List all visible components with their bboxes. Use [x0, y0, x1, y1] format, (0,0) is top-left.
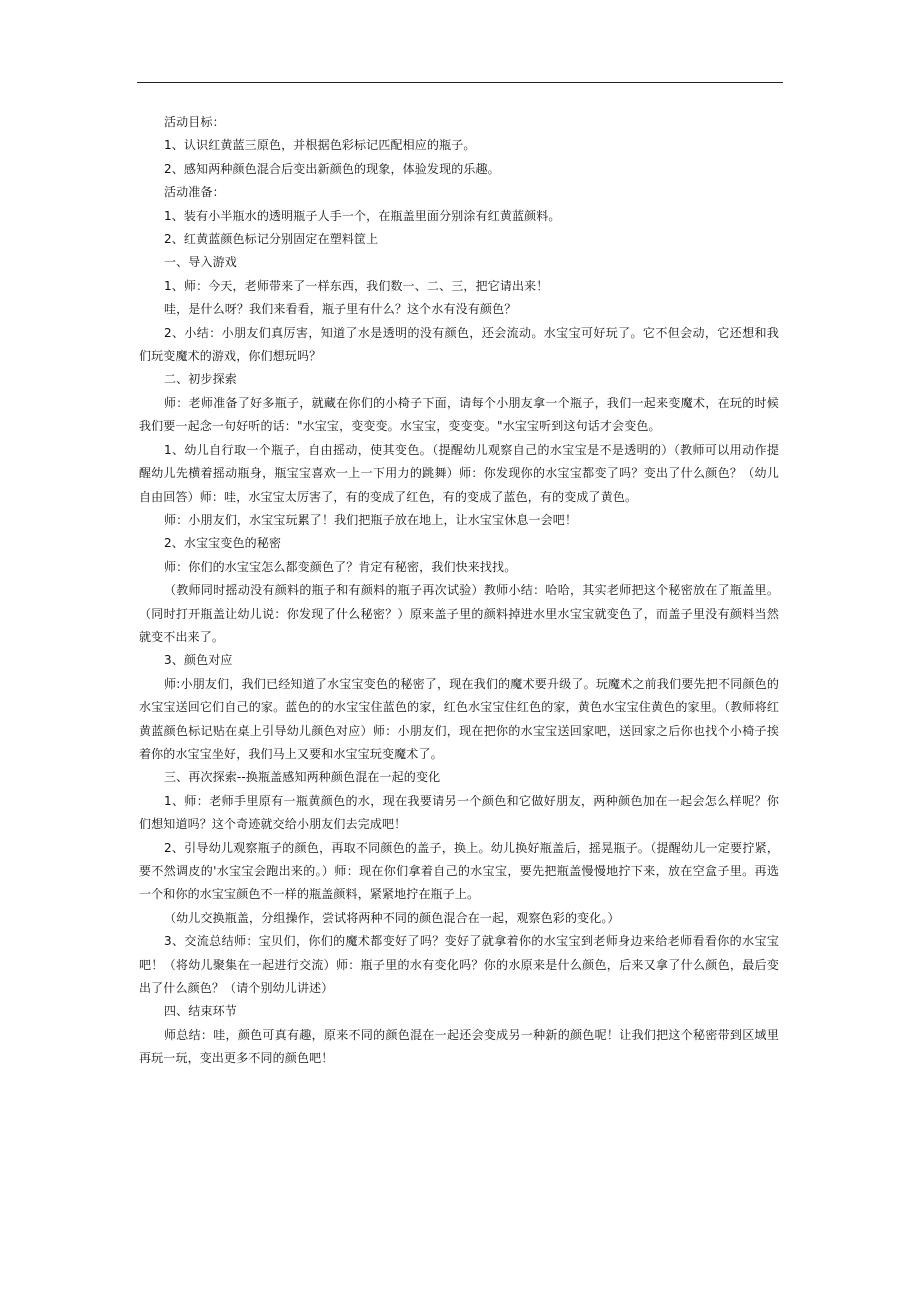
paragraph: 师：你们的水宝宝怎么都变颜色了？肯定有秘密，我们快来找找。 — [164, 559, 517, 574]
paragraph: 师：老师准备了好多瓶子，就藏在你们的小椅子下面，请每个小朋友拿一个瓶子，我们一起来变魔术，在玩的时候我们要一起念一句好听的话："水宝宝，变变变。水宝宝，变变变。"水宝宝听到这句话才会变色。 — [139, 395, 779, 434]
paragraph: 师总结：哇，颜色可真有趣，原来不同的颜色混在一起还会变成另一种新的颜色呢！让我们把这个秘密带到区域里再玩一玩，变出更多不同的颜色吧！ — [139, 1027, 779, 1066]
paragraph: 2、感知两种颜色混合后变出新颜色的现象，体验发现的乐趣。 — [164, 161, 500, 176]
paragraph: 1、幼儿自行取一个瓶子，自由摇动，使其变色。（提醒幼儿观察自己的水宝宝是不是透明的）（教师可以用动作提醒幼儿先横着摇动瓶身，瓶宝宝喜欢一上一下用力的跳舞）师：你发现你的水宝宝都变了吗？变出了什么颜色？（幼儿自由回答）师：哇，水宝宝太厉害了，有的变成了红色，有的变成了蓝色，有的变成了黄色。 — [139, 442, 779, 504]
paragraph: 2、引导幼儿观察瓶子的颜色，再取不同颜色的盖子，换上。幼儿换好瓶盖后，摇晃瓶子。（提醒幼儿一定要拧紧，要不然调皮的'水宝宝会跑出来的。）师：现在你们拿着自己的水宝宝，要先把瓶盖慢慢地拧下来，放在空盒子里。再选一个和你的水宝宝颜色不一样的瓶盖颜料，紧紧地拧在瓶子上。 — [139, 840, 779, 902]
section-heading: 二、初步探索 — [164, 372, 237, 387]
section-heading: 一、导入游戏 — [164, 255, 237, 270]
paragraph: 师：小朋友们，水宝宝玩累了！我们把瓶子放在地上，让水宝宝休息一会吧！ — [164, 512, 578, 527]
paragraph: 哇，是什么呀？我们来看看，瓶子里有什么？这个水有没有颜色？ — [164, 302, 517, 317]
paragraph: 师:小朋友们，我们已经知道了水宝宝变色的秘密了，现在我们的魔术要升级了。玩魔术之前我们要先把不同颜色的水宝宝送回它们自己的家。蓝色的的水宝宝住蓝色的家，红色水宝宝住红色的家，黄色水宝宝住黄色的家里。（教师将红黄蓝颜色标记贴在桌上引导幼儿颜色对应）师：小朋友们，现在把你的水宝宝送回家吧，送回家之后你也找个小椅子挨着你的水宝宝坐好，我们马上又要和水宝宝玩变魔术了。 — [139, 676, 779, 761]
paragraph: 1、师：老师手里原有一瓶黄颜色的水，现在我要请另一个颜色和它做好朋友，两种颜色加在一起会怎么样呢？你们想知道吗？这个奇迹就交给小朋友们去完成吧！ — [139, 793, 779, 832]
paragraph: 活动准备： — [164, 185, 225, 200]
document-body — [139, 111, 779, 1071]
paragraph: 活动目标： — [164, 115, 225, 129]
paragraph: 3、交流总结师：宝贝们，你们的魔术都变好了吗？变好了就拿着你的水宝宝到老师身边来给老师看看你的水宝宝吧！（将幼儿聚集在一起进行交流）师：瓶子里的水有变化吗？你的水原来是什么颜色，后来又拿了什么颜色，最后变出了什么颜色？（请个别幼儿讲述） — [139, 934, 779, 996]
section-heading: 三、再次探索--换瓶盖感知两种颜色混在一起的变化 — [164, 770, 441, 785]
section-heading: 四、结束环节 — [164, 1004, 237, 1019]
paragraph: 2、红黄蓝颜色标记分别固定在塑料筐上 — [164, 232, 379, 247]
paragraph: 2、小结：小朋友们真厉害，知道了水是透明的没有颜色，还会流动。水宝宝可好玩了。它不但会动，它还想和我们玩变魔术的游戏，你们想玩吗？ — [139, 325, 779, 364]
paragraph: 1、师：今天，老师带来了一样东西，我们数一、二、三，把它请出来！ — [164, 278, 549, 293]
paragraph: （教师同时摇动没有颜料的瓶子和有颜料的瓶子再次试验）教师小结：哈哈，其实老师把这个秘密放在了瓶盖里。（同时打开瓶盖让幼儿说：你发现了什么秘密？）原来盖子里的颜料掉进水里水宝宝就变色了，而盖子里没有颜料当然就变不出来了。 — [139, 583, 779, 644]
paragraph: 2、水宝宝变色的秘密 — [164, 536, 282, 551]
paragraph: 1、认识红黄蓝三原色，并根据色彩标记匹配相应的瓶子。 — [164, 138, 476, 153]
paragraph: （幼儿交换瓶盖，分组操作，尝试将两种不同的颜色混合在一起，观察色彩的变化。） — [164, 910, 620, 925]
paragraph: 3、颜色对应 — [164, 653, 233, 668]
header-rule — [137, 82, 783, 83]
paragraph: 1、装有小半瓶水的透明瓶子人手一个，在瓶盖里面分别涂有红黄蓝颜料。 — [164, 208, 561, 223]
